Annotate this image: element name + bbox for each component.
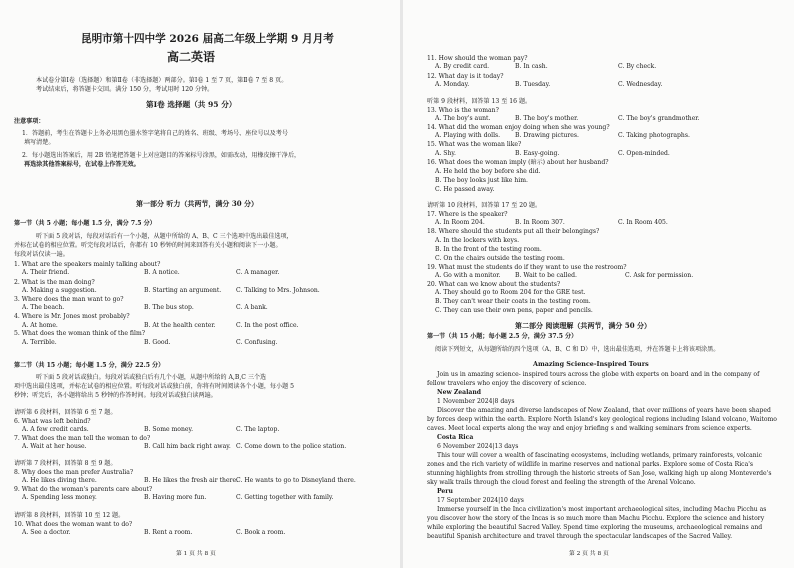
q3-option-a: A. The beach. bbox=[22, 304, 65, 311]
q12-option-a: A. Monday. bbox=[435, 81, 470, 88]
q5-option-c: C. Confusing. bbox=[236, 339, 278, 346]
q14-option-a: A. Playing with dolls. bbox=[435, 132, 501, 139]
q19-option-b: B. Wait to be called. bbox=[515, 272, 577, 279]
q13-option-a: A. The boy's aunt. bbox=[435, 115, 491, 122]
q16-option-c: C. He passed away. bbox=[435, 186, 495, 193]
material-10-note: 请听第 10 段材料，回答第 17 至 20 题。 bbox=[427, 202, 542, 209]
q2-stem: 2. What is the man doing? bbox=[14, 279, 95, 286]
q16-option-b: B. The boy looks just like him. bbox=[435, 177, 528, 184]
q12-option-b: B. Tuesday. bbox=[515, 81, 551, 88]
material-8-note: 请听第 8 段材料，回答第 10 至 12 题。 bbox=[14, 512, 125, 519]
material-7-note: 请听第 7 段材料，回答第 8 至 9 题。 bbox=[14, 460, 117, 467]
q17-option-c: C. In Room 405. bbox=[618, 219, 668, 226]
peru-text-1: Immerse yourself in the Inca civilization's most important archaeological sites, including Machu Picchu as bbox=[437, 506, 767, 513]
q18-stem: 18. Where should the students put all their belongings? bbox=[427, 228, 600, 235]
q4-option-c: C. In the post office. bbox=[236, 322, 299, 329]
part1-title: 第Ⅰ卷 选择题（共 95 分） bbox=[146, 100, 237, 109]
q16-option-a: A. He held the boy before she did. bbox=[435, 168, 541, 175]
page-1-footer: 第 1 页 共 8 页 bbox=[176, 551, 216, 557]
q14-stem: 14. What did the woman enjoy doing when she was young? bbox=[427, 124, 610, 131]
q6-stem: 6. What was left behind? bbox=[14, 418, 91, 425]
q2-option-b: B. Starting an argument. bbox=[144, 287, 222, 294]
page-2-footer: 第 2 页 共 8 页 bbox=[569, 551, 609, 557]
sec1-instr-3: 每段对话仅读一遍。 bbox=[14, 251, 69, 258]
sec1-instr-1: 听下面 5 段对话，每段对话后有一个小题，从题中所给的 A、B、C 三个选项中选出最佳选项， bbox=[36, 233, 293, 240]
q10-option-b: B. Rent a room. bbox=[144, 529, 193, 536]
q11-option-b: B. In cash. bbox=[515, 63, 548, 70]
q18-option-a: A. In the lockers with keys. bbox=[435, 237, 520, 244]
q15-option-c: C. Open-minded. bbox=[618, 150, 670, 157]
q19-stem: 19. What must the students do if they want to use the restroom? bbox=[427, 264, 627, 271]
nz-text-3: caves. Meet local experts along the way and enjoy briefing s and walking seminars from science experts. bbox=[427, 425, 752, 432]
q15-option-b: B. Easy-going. bbox=[515, 150, 560, 157]
q11-option-a: A. By credit card. bbox=[435, 63, 490, 70]
q11-stem: 11. How should the woman pay? bbox=[427, 55, 528, 62]
intro-line-2: 考试结束后，将答题卡交回。满分 150 分，考试用时 120 分钟。 bbox=[36, 86, 214, 93]
q9-option-a: A. Spending less money. bbox=[22, 494, 97, 501]
nz-heading: New Zealand bbox=[437, 389, 482, 396]
q20-option-b: B. They can't wear their coats in the testing room. bbox=[435, 298, 591, 305]
q19-option-a: A. Go with a monitor. bbox=[435, 272, 501, 279]
passage-title: Amazing Science-Inspired Tours bbox=[533, 360, 649, 368]
q20-option-a: A. They should go to Room 204 for the GRE test. bbox=[435, 289, 586, 296]
sec1-instr-2: 并标在试卷的相应位置。听完每段对话后，你都有 10 秒钟的时间来回答有关小题和阅读下一小题。 bbox=[14, 242, 282, 249]
cr-text-2: zones and the rich variety of wildlife in marine reserves and national parks. Explore some of Costa Rica's bbox=[427, 461, 754, 468]
q13-option-b: B. The boy's mother. bbox=[515, 115, 579, 122]
q18-option-b: B. In the front of the testing room. bbox=[435, 246, 542, 253]
notice-heading: 注意事项： bbox=[14, 118, 45, 125]
material-9-note: 听第 9 段材料，回答第 13 至 16 题。 bbox=[427, 98, 532, 105]
peru-text-2: you discover how the story of the Incas is so much more than Machu Picchu. Explore the science and history bbox=[427, 515, 765, 522]
q14-option-b: B. Drawing pictures. bbox=[515, 132, 579, 139]
notice-line-1: 1．答题前，考生在答题卡上务必用黑色墨水签字笔将自己的姓名、班级、考场号、座位号以及考号 bbox=[22, 130, 288, 137]
q1-stem: 1. What are the speakers mainly talking about? bbox=[14, 261, 161, 268]
q6-option-a: A. A few credit cards. bbox=[22, 426, 89, 433]
q2-option-c: C. Talking to Mrs. Johnson. bbox=[236, 287, 320, 294]
cr-text-4: sky walk trails through the cloud forest and feeling the strength of the Arenal Volcano. bbox=[427, 479, 696, 486]
q3-option-b: B. The bus stop. bbox=[144, 304, 194, 311]
q4-option-b: B. At the health center. bbox=[144, 322, 216, 329]
q5-option-b: B. Good. bbox=[144, 339, 171, 346]
q1-option-a: A. Their friend. bbox=[22, 269, 70, 276]
nz-text-1: Discover the amazing and diverse landscapes of New Zealand, that over millions of years have been shaped bbox=[437, 407, 771, 414]
sec2-instr-2: 项中选出最佳选项，并标在试卷的相应位置。听每段对话或独白前，你将有时间阅读各个小题，每小题 5 bbox=[14, 383, 295, 390]
listening-title: 第一部分 听力（共两节，满分 30 分） bbox=[136, 199, 259, 208]
q20-stem: 20. What can we know about the students? bbox=[427, 281, 561, 288]
q9-option-b: B. Having more fun. bbox=[144, 494, 207, 501]
listening-sec2-heading: 第二节（共 15 小题；每小题 1.5 分，满分 22.5 分） bbox=[14, 362, 165, 369]
nz-date: 1 November 2024|8 days bbox=[437, 398, 515, 405]
notice-line-4: 再选涂其他答案标号，在试卷上作答无效。 bbox=[24, 161, 140, 168]
q17-option-b: B. In Room 307. bbox=[515, 219, 565, 226]
passage-intro-1: Join us in amazing science- inspired tours across the globe with experts on board and in the company of bbox=[437, 371, 760, 378]
q14-option-c: C. Taking photographs. bbox=[618, 132, 690, 139]
q13-option-c: C. The boy's grandmother. bbox=[618, 115, 700, 122]
cr-text-3: stunning highlights from strolling through the historic streets of San Jose, walking high up along Monteverde's bbox=[427, 470, 772, 477]
peru-text-3: while exploring the beautiful Sacred Valley. Spend time exploring the museums, archaeological remains and bbox=[427, 524, 763, 531]
q13-stem: 13. Who is the woman? bbox=[427, 107, 499, 114]
q1-option-c: C. A manager. bbox=[236, 269, 280, 276]
listening-sec1-heading: 第一节（共 5 小题；每小题 1.5 分，满分 7.5 分） bbox=[14, 220, 156, 227]
q9-option-c: C. Getting together with family. bbox=[236, 494, 334, 501]
peru-text-4: beautiful Spanish architecture and travel through the spectacular landscapes of the Sacred Valley. bbox=[427, 533, 733, 540]
q8-option-b: B. He likes the fresh air there. bbox=[144, 477, 239, 484]
q1-option-b: B. A notice. bbox=[144, 269, 180, 276]
cr-heading: Costa Rica bbox=[437, 434, 474, 441]
q15-stem: 15. What was the woman like? bbox=[427, 141, 522, 148]
q8-option-c: C. He wants to go to Disneyland there. bbox=[236, 477, 356, 484]
page-2 bbox=[403, 0, 794, 568]
reading-instructions: 阅读下列短文，从每题所给的四个选项（A、B、C 和 D）中，选出最佳选项，并在答题卡上将该项涂黑。 bbox=[435, 346, 720, 353]
q16-stem: 16. What does the woman imply (暗示) about her husband? bbox=[427, 159, 609, 166]
q8-stem: 8. Why does the man prefer Australia? bbox=[14, 469, 134, 476]
nz-text-2: by forces deep within the earth. Explore North Island's key geological regions including Island volcano, Waitomo bbox=[427, 416, 777, 423]
q12-stem: 12. What day is it today? bbox=[427, 73, 504, 80]
q10-option-a: A. See a doctor. bbox=[22, 529, 71, 536]
q11-option-c: C. By check. bbox=[618, 63, 657, 70]
material-6-note: 请听第 6 段材料，回答第 6 至 7 题。 bbox=[14, 409, 117, 416]
q18-option-c: C. On the chairs outside the testing room. bbox=[435, 255, 565, 262]
q7-stem: 7. What does the man tell the woman to do? bbox=[14, 435, 151, 442]
notice-line-2: 填写清楚。 bbox=[24, 139, 55, 146]
q3-option-c: C. A bank. bbox=[236, 304, 268, 311]
peru-heading: Peru bbox=[437, 488, 453, 495]
q5-stem: 5. What does the woman think of the film? bbox=[14, 330, 145, 337]
peru-date: 17 September 2024|10 days bbox=[437, 497, 524, 504]
q7-option-b: B. Call him back right away. bbox=[144, 443, 231, 450]
q10-option-c: C. Book a room. bbox=[236, 529, 286, 536]
q17-stem: 17. Where is the speaker? bbox=[427, 211, 508, 218]
q3-stem: 3. Where does the man want to go? bbox=[14, 296, 124, 303]
q6-option-c: C. The laptop. bbox=[236, 426, 280, 433]
q4-option-a: A. At home. bbox=[22, 322, 58, 329]
q15-option-a: A. Shy. bbox=[435, 150, 456, 157]
exam-subtitle: 高二英语 bbox=[167, 50, 216, 64]
q6-option-b: B. Some money. bbox=[144, 426, 194, 433]
q10-stem: 10. What does the woman want to do? bbox=[14, 521, 133, 528]
intro-line-1: 本试卷分第Ⅰ卷（选择题）和第Ⅱ卷（非选择题）两部分。第Ⅰ卷 1 至 7 页，第Ⅱ卷 7 至 8 页。 bbox=[36, 77, 288, 84]
reading-title: 第二部分 阅读理解（共两节，满分 50 分） bbox=[515, 321, 652, 330]
q7-option-c: C. Come down to the police station. bbox=[236, 443, 347, 450]
q12-option-c: C. Wednesday. bbox=[618, 81, 663, 88]
sec2-instr-3: 秒钟；听完后，各小题将给出 5 秒钟的作答时间。每段对话或独白读两遍。 bbox=[14, 392, 217, 399]
q5-option-a: A. Terrible. bbox=[22, 339, 57, 346]
exam-title: 昆明市第十四中学 2026 届高二年级上学期 9 月月考 bbox=[81, 33, 334, 45]
q8-option-a: A. He likes diving there. bbox=[22, 477, 97, 484]
q4-stem: 4. Where is Mr. Jones most probably? bbox=[14, 313, 130, 320]
q20-option-c: C. They can use their own pens, paper and pencils. bbox=[435, 307, 593, 314]
q17-option-a: A. In Room 204. bbox=[435, 219, 485, 226]
q19-option-c: C. Ask for permission. bbox=[625, 272, 694, 279]
cr-date: 6 November 2024|13 days bbox=[437, 443, 519, 450]
q7-option-a: A. Wait at her house. bbox=[22, 443, 87, 450]
notice-line-3: 2．每小题选出答案后，用 2B 铅笔把答题卡上对应题目的答案标号涂黑，如需改动，用橡皮擦干净后， bbox=[22, 152, 301, 159]
q2-option-a: A. Making a suggestion. bbox=[22, 287, 97, 294]
cr-text-1: This tour will cover a wealth of fascinating ecosystems, including wetlands, primary rainforests, volcanic bbox=[437, 452, 763, 459]
passage-intro-2: fellow travelers who enjoy the discovery of science. bbox=[427, 380, 587, 387]
reading-sec1-heading: 第一节（共 15 小题；每小题 2.5 分，满分 37.5 分） bbox=[427, 333, 578, 340]
sec2-instr-1: 听下面 5 段对话或独白。每段对话或独白后有几个小题，从题中所给的 A,B,C 三个选 bbox=[36, 374, 267, 381]
q9-stem: 9. What do the woman's parents care about? bbox=[14, 486, 153, 493]
